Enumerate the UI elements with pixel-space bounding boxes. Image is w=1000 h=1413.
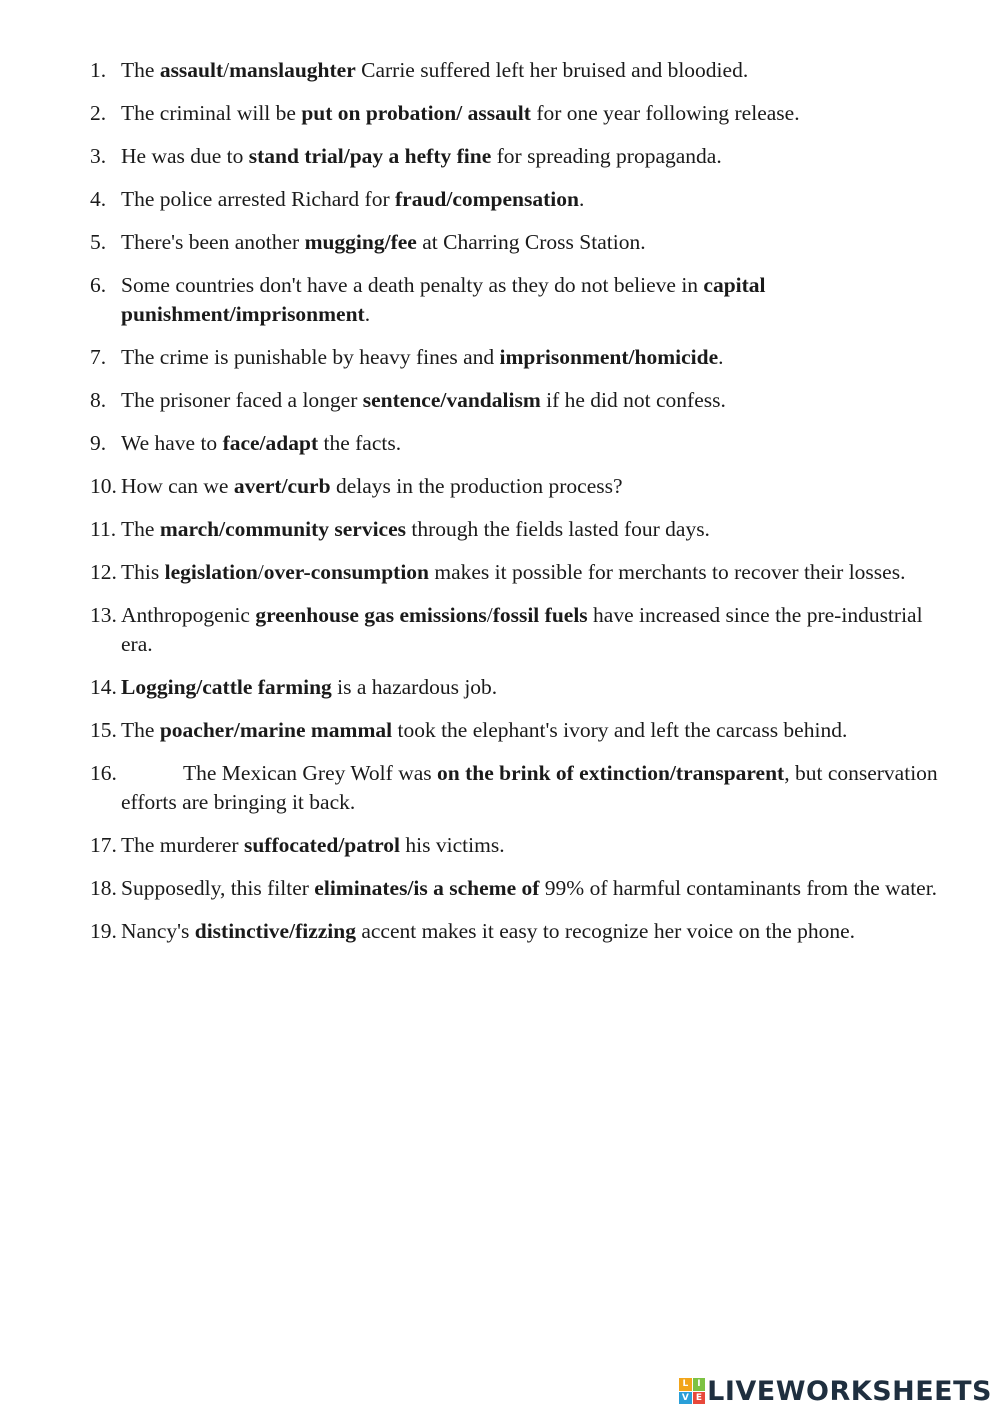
item-number: 9. [90,431,107,455]
sentence-fragment: / [486,603,493,627]
sentence-item [0,759,1000,817]
sentence-fragment: The crime is punishable by heavy fines and [121,345,500,369]
sentence-text [121,230,646,254]
sentence-fragment: 99% of harmful contaminants from the water. [539,876,938,900]
sentence-fragment: Anthropogenic [121,603,256,627]
sentence-fragment: . [578,187,585,211]
item-number: 16. [90,761,117,785]
item-number: 13. [90,603,117,627]
sentence-fragment: is a hazardous job. [331,675,498,699]
sentence-item [0,716,1000,745]
sentence-text [121,388,726,412]
answer-choice: sentence/vandalism [362,388,541,412]
sentence-fragment: . [718,345,724,369]
sentence-fragment: have increased since the pre-industrial era. [121,603,923,656]
sentence-fragment: The Mexican Grey Wolf was [183,761,438,785]
item-number: 6. [90,273,107,297]
sentence-item [0,601,1000,659]
sentence-text [121,144,722,168]
sentence-fragment: makes it possible for merchants to recover their losses. [429,560,906,584]
answer-choice: Logging/cattle farming [121,675,332,699]
item-number: 10. [90,474,117,498]
sentence-item [0,429,1000,458]
sentence-fragment: The murderer [121,833,244,857]
answer-choice: suffocated/patrol [243,833,401,857]
sentence-text [121,718,847,742]
sentence-text [121,273,766,326]
answer-choice: stand trial/pay a hefty fine [248,144,492,168]
sentence-fragment: Carrie suffered left her bruised and bloodied. [355,58,749,82]
logo-mark-cell: L [679,1378,692,1391]
sentence-fragment: Supposedly, this filter [121,876,315,900]
sentence-item [0,472,1000,501]
sentence-text [121,345,724,369]
item-number: 7. [90,345,107,369]
answer-choice: on the brink of extinction/transparent [437,761,785,785]
sentence-fragment: The criminal will be [121,101,302,125]
sentence-text [121,919,855,943]
sentence-fragment: The [121,58,160,82]
liveworksheets-logo [679,1373,992,1409]
sentence-fragment: This [121,560,165,584]
sentence-fragment: through the fields lasted four days. [406,517,710,541]
sentence-fragment: his victims. [400,833,505,857]
answer-choice: mugging/fee [304,230,417,254]
answer-choice: face/adapt [222,431,319,455]
logo-mark-cell: I [693,1378,706,1391]
sentence-text [121,101,800,125]
sentence-fragment: accent makes it easy to recognize her voice on the phone. [355,919,856,943]
sentence-fragment: . [364,302,371,326]
item-number: 14. [90,675,117,699]
sentence-text [121,603,923,656]
sentence-item [0,917,1000,946]
answer-choice: fossil fuels [492,603,588,627]
sentence-fragment: How can we [121,474,234,498]
item-number: 17. [90,833,117,857]
sentence-fragment: delays in the production process? [330,474,623,498]
item-number: 11. [90,517,117,541]
sentence-fragment: took the elephant's ivory and left the carcass behind. [392,718,848,742]
sentence-fragment: at Charring Cross Station. [416,230,646,254]
answer-choice: distinctive/fizzing [194,919,356,943]
item-number: 5. [90,230,107,254]
answer-choice: capital punishment/imprisonment [121,273,766,326]
item-number: 8. [90,388,107,412]
answer-choice: fraud/compensation [395,187,579,211]
sentence-text [121,431,401,455]
sentence-item [0,343,1000,372]
answer-choice: greenhouse gas emissions [255,603,487,627]
sentence-fragment: / [257,560,264,584]
item-number: 19. [90,919,117,943]
logo-mark-cell: E [693,1392,706,1405]
sentence-fragment: for spreading propaganda. [491,144,722,168]
sentence-text [121,560,905,584]
sentence-item [0,515,1000,544]
sentence-item [0,874,1000,903]
sentence-text [121,876,937,900]
sentence-fragment: The prisoner faced a longer [121,388,363,412]
sentence-item [0,271,1000,329]
answer-choice: eliminates/is a scheme of [314,876,540,900]
answer-choice: avert/curb [233,474,331,498]
worksheet-list [0,56,1000,960]
sentence-fragment: Some countries don't have a death penalty as they do not believe in [121,273,704,297]
item-number: 12. [90,560,117,584]
answer-choice: legislation [164,560,258,584]
liveworksheets-logo-icon [679,1378,705,1404]
answer-choice: assault [159,58,224,82]
sentence-item [0,142,1000,171]
sentence-item [0,831,1000,860]
sentence-text [121,187,584,211]
sentence-item [0,56,1000,85]
answer-choice: poacher/marine mammal [159,718,393,742]
answer-choice: over-consumption [263,560,429,584]
sentence-fragment: , but conservation efforts are bringing it back. [121,761,938,814]
sentence-fragment: for one year following release. [530,101,800,125]
item-number: 3. [90,144,107,168]
answer-choice: march/community services [159,517,407,541]
answer-choice: put on probation/ assault [301,101,531,125]
sentence-fragment: The police arrested Richard for [121,187,395,211]
logo-text: LIVEWORKSHEETS [707,1375,992,1407]
sentence-text [121,675,497,699]
sentence-text [121,474,623,498]
sentence-item [0,558,1000,587]
sentence-text [121,517,710,541]
sentence-fragment: the facts. [318,431,402,455]
sentence-fragment: Nancy's [121,919,195,943]
sentence-fragment: The [121,718,160,742]
item-number: 1. [90,58,107,82]
sentence-fragment: / [223,58,230,82]
sentence-item [0,386,1000,415]
sentence-item [0,673,1000,702]
answer-choice: imprisonment/homicide [499,345,719,369]
item-number: 18. [90,876,117,900]
sentence-text [121,833,505,857]
answer-choice: manslaughter [229,58,356,82]
sentence-item [0,99,1000,128]
sentence-text [121,761,938,814]
item-number: 4. [90,187,107,211]
sentence-fragment: We have to [121,431,223,455]
sentence-fragment: He was due to [121,144,249,168]
sentence-fragment: There's been another [121,230,305,254]
sentence-fragment: The [121,517,160,541]
item-number: 2. [90,101,107,125]
sentence-item [0,185,1000,214]
item-number: 15. [90,718,117,742]
logo-mark-cell: V [679,1392,692,1405]
sentence-fragment: if he did not confess. [540,388,726,412]
sentence-text [121,58,748,82]
sentence-item [0,228,1000,257]
